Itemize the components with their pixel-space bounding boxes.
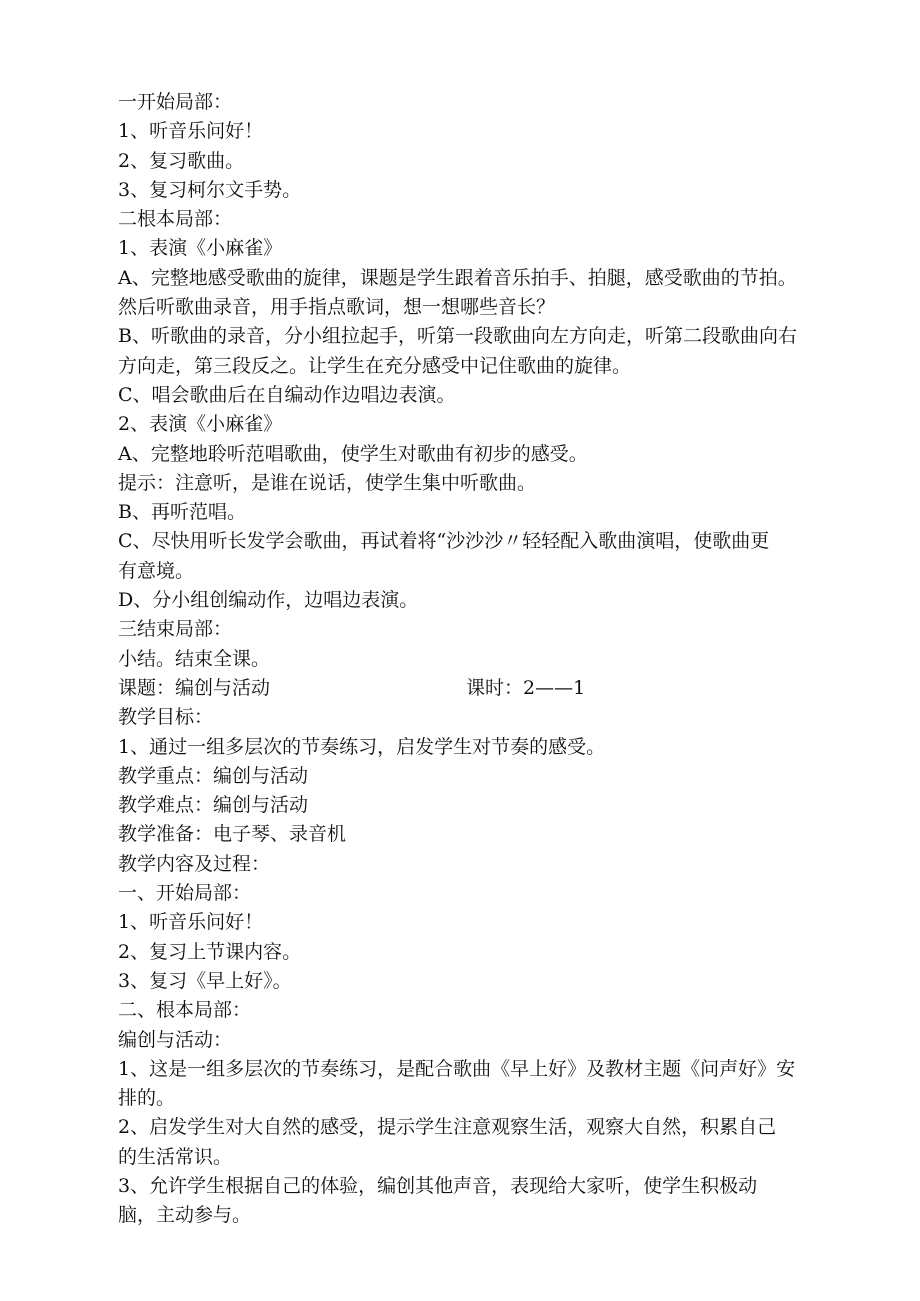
text-line: 教学准备：电子琴、录音机 [118, 823, 347, 846]
section-heading: 二、根本局部： [118, 999, 252, 1022]
text-line: 编创与活动： [118, 1028, 233, 1051]
text-line: 2、表演《小麻雀》 [118, 413, 283, 436]
text-line: C、唱会歌曲后在自编动作边唱边表演。 [118, 383, 456, 406]
text-line: 3、复习《早上好》。 [118, 969, 292, 992]
section-heading: 二根本局部： [118, 208, 233, 231]
text-line: 1、听音乐问好！ [118, 911, 264, 934]
text-line: B、听歌曲的录音，分小组拉起手，听第一段歌曲向左方向走，听第二段歌曲向右 [118, 325, 797, 348]
text-line: 的生活常识。 [118, 1145, 233, 1168]
text-line: 3、复习柯尔文手势。 [118, 178, 302, 201]
text-line: 教学重点：编创与活动 [118, 764, 309, 787]
text-line: 方向走，第三段反之。让学生在充分感受中记住歌曲的旋律。 [118, 354, 632, 377]
text-line: 3、允许学生根据自己的体验，编创其他声音，表现给大家听，使学生积极动 [118, 1174, 758, 1197]
section-heading: 三结束局部： [118, 618, 233, 641]
text-line: 2、启发学生对大自然的感受，提示学生注意观察生活，观察大自然，积累自己 [118, 1116, 777, 1139]
text-line: 1、表演《小麻雀》 [118, 237, 283, 260]
course-info-line [118, 674, 848, 703]
section-heading: 教学目标： [118, 706, 214, 729]
text-line: 然后听歌曲录音，用手指点歌词，想一想哪些音长？ [118, 296, 556, 319]
text-line: 教学难点：编创与活动 [118, 794, 309, 817]
course-title: 课题：编创与活动 [118, 676, 271, 699]
text-line: 1、这是一组多层次的节奏练习，是配合歌曲《早上好》及教材主题《问声好》安 [118, 1057, 796, 1080]
document-page [118, 88, 848, 1231]
course-hours: 课时：2——1 [466, 676, 586, 699]
text-line: 2、复习歌曲。 [118, 149, 245, 172]
section-heading: 一开始局部： [118, 91, 233, 113]
text-line: A、完整地感受歌曲的旋律，课题是学生跟着音乐拍手、拍腿，感受歌曲的节拍。 [118, 266, 797, 289]
text-line: 1、听音乐问好！ [118, 120, 264, 143]
text-line: 小结。结束全课。 [118, 647, 271, 670]
text-line: 2、复习上节课内容。 [118, 940, 302, 963]
section-heading: 一、开始局部： [118, 882, 252, 905]
text-line: A、完整地聆听范唱歌曲，使学生对歌曲有初步的感受。 [118, 442, 588, 465]
text-line: 提示：注意听，是谁在说话，使学生集中听歌曲。 [118, 471, 537, 494]
text-line: 脑，主动参与。 [118, 1204, 252, 1227]
section-heading: 教学内容及过程： [118, 852, 271, 875]
text-line: B、再听范唱。 [118, 501, 246, 524]
text-line: D、分小组创编动作，边唱边表演。 [118, 589, 419, 612]
text-line: C、尽快用听长发学会歌曲，再试着将“沙沙沙〃轻轻配入歌曲演唱，使歌曲更 [118, 530, 770, 553]
text-line: 1、通过一组多层次的节奏练习，启发学生对节奏的感受。 [118, 735, 606, 758]
text-line: 有意境。 [118, 559, 195, 582]
text-line: 排的。 [118, 1087, 176, 1110]
